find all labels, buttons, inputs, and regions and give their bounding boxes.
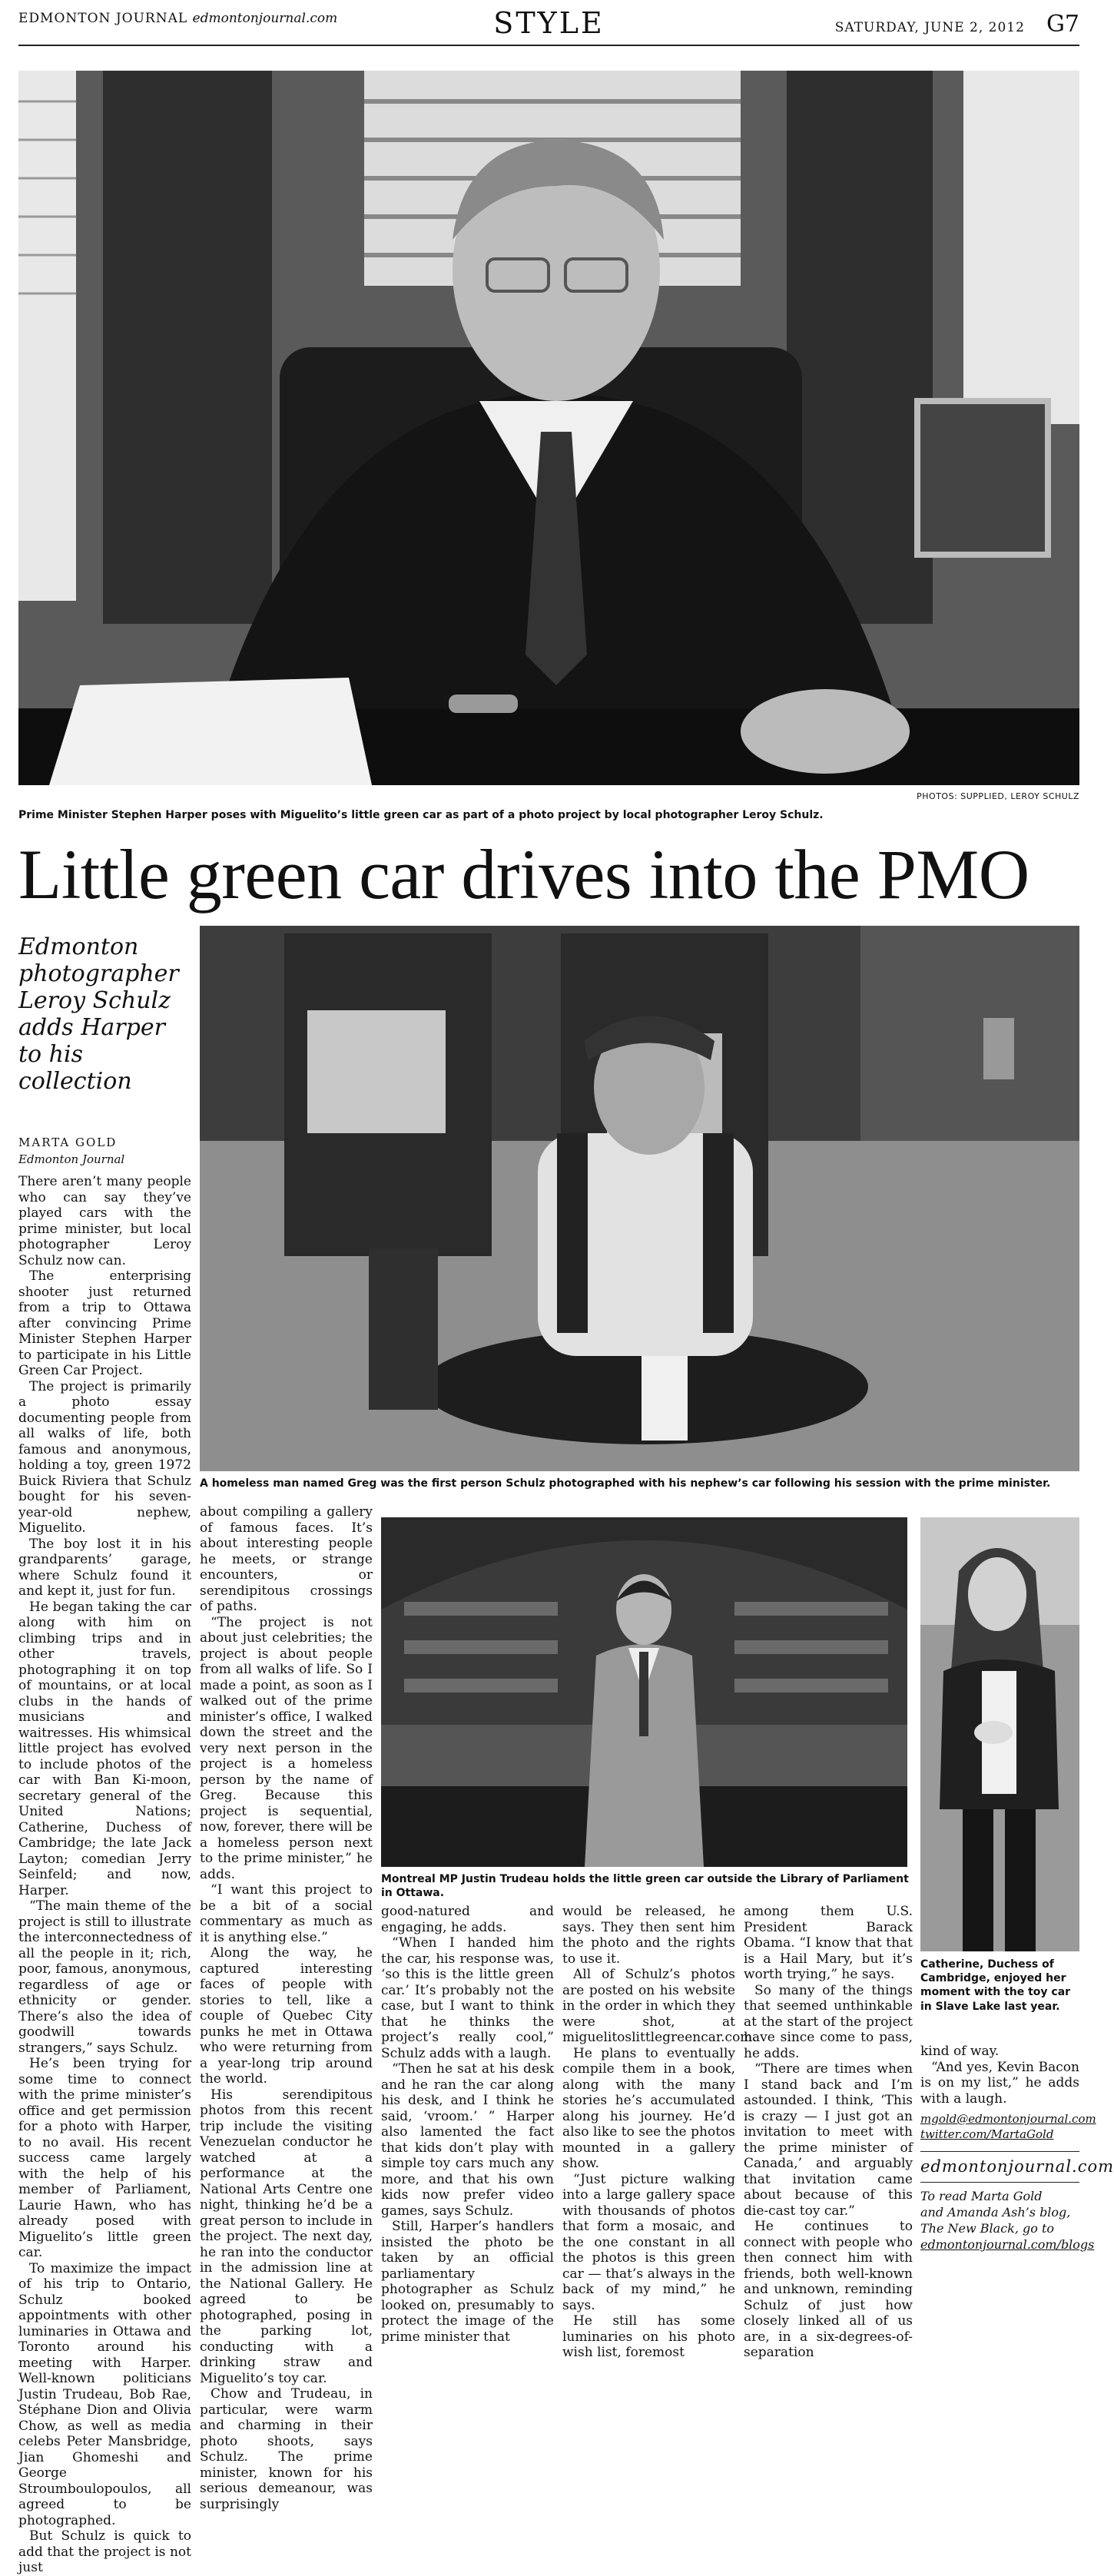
paragraph: “I want this project to be a bit of a social commentary as much as it is anything else.” — [200, 1882, 373, 1945]
paragraph: “When I handed him the car, his response was, ‘so this is the little green car.’ It’s probably not the case, but I want to think that he thinks the project’s really cool,” Schulz adds with a laugh. — [381, 1935, 554, 2061]
paragraph: He began taking the car along with him on climbing trips and in other travels, photographing it on top of mountains, or at local clubs in the hands of musicians and waitresses. His whimsical little project has evolved to include photos of the car with Ban Ki-moon, secretary general of the United Nations; Catherine, Duchess of Cambridge; the late Jack Layton; comedian Jerry Seinfeld; and now, Harper. — [18, 1599, 191, 1898]
paragraph: kind of way. — [920, 2044, 1000, 2059]
greg-photo-illustration — [200, 926, 1079, 1471]
paragraph: about compiling a gallery of famous faces. It’s about interesting people he meets, or strange encounters, or serendipitous crossings of paths. — [200, 1504, 373, 1614]
paper-name: EDMONTON JOURNAL — [18, 11, 188, 26]
author-email[interactable]: mgold@edmontonjournal.com — [920, 2112, 1096, 2126]
paragraph: He’s been trying for some time to connect with the prime minister’s office and get permission for a photo with Harper, to no avail. His recent success came largely with the help of his member of Parliament, Laurie Hawn, who has already posed with Miguelito’s little green car. — [18, 2056, 191, 2260]
paragraph: “The project is not about just celebrities; the project is about people from all walks of life. So I made a point, as soon as I walked out of the prime minister’s office, I walked down the street and the very next person in the project is a homeless person by the name of Greg. Because this project is sequential, now, forever, there will be a homeless person next to the prime minister,” he adds. — [200, 1614, 373, 1882]
byline: MARTA GOLD — [18, 1135, 118, 1149]
catherine-photo-caption: Catherine, Duchess of Cambridge, enjoyed her moment with the toy car in Slave Lake last year. — [920, 1958, 1071, 2013]
blog-promo-line: The New Black, go to — [920, 2221, 1055, 2236]
paragraph: good-natured and engaging, he adds. — [381, 1904, 554, 1935]
paragraph: “The main theme of the project is still to illustrate the interconnectedness of all the people in it; rich, poor, famous, anonymous, regardless of age or ethnicity or gender. There’s also the idea of goodwill towards strangers,” says Schulz. — [18, 1898, 191, 2056]
harper-photo — [18, 71, 1079, 785]
promo-rule-top — [920, 2151, 1079, 2152]
paragraph: The project is primarily a photo essay documenting people from all walks of life, both famous and anonymous, holding a toy, green 1972 Buick Riviera that Schulz bought for his seven-year-old nephew, Miguelito. — [18, 1378, 191, 1536]
byline-affiliation: Edmonton Journal — [18, 1152, 125, 1166]
paragraph: among them U.S. President Barack Obama. “I know that that is a Hail Mary, but it’s worth trying,” he says. — [744, 1904, 913, 1982]
catherine-photo-illustration — [920, 1517, 1079, 1951]
article-column-1 — [18, 1174, 191, 2576]
paragraph: “Just picture walking into a large gallery space with thousands of photos that form a mosaic, and the one constant in all the photos is this green car — that’s always in the back of my mind,” he says. — [562, 2171, 735, 2313]
article-column-5 — [744, 1904, 913, 2361]
main-photo-caption: Prime Minister Stephen Harper poses with Miguelito’s little green car as part of a photo project by local photographer Leroy Schulz. — [18, 809, 824, 821]
paragraph: All of Schulz’s photos are posted on his website in the order in which they were shot, at miguelitoslittlegreencar.com. — [562, 1967, 757, 2045]
blog-promo-title[interactable]: edmontonjournal.com — [920, 2157, 1114, 2176]
blog-link[interactable]: edmontonjournal.com/blogs — [920, 2237, 1095, 2252]
blog-promo-text — [920, 2188, 1095, 2253]
paragraph: The boy lost it in his grandparents’ garage, where Schulz found it and kept it, just for fun. — [18, 1536, 191, 1599]
paragraph: But Schulz is quick to add that the project is not just — [18, 2528, 191, 2575]
trudeau-photo-illustration — [381, 1517, 907, 1867]
paragraph: Still, Harper’s handlers insisted the photo be taken by an official parliamentary photographer as Schulz looked on, presumably to protect the image of the prime minister that — [381, 2219, 554, 2345]
contact-info — [920, 2111, 1096, 2142]
paragraph: He continues to connect with people who then connect him with friends, both well-known and unknown, reminding Schulz of just how closely linked all of us are, in a six-degrees-of-separation — [744, 2219, 913, 2360]
promo-rule-bottom — [920, 2182, 1079, 2183]
harper-photo-illustration — [18, 71, 1079, 785]
paper-site[interactable]: edmontonjournal.com — [192, 11, 338, 26]
greg-photo — [200, 926, 1079, 1471]
paragraph: The enterprising shooter just returned from a trip to Ottawa after convincing Prime Minister Stephen Harper to participate in his Little Green Car Project. — [18, 1268, 191, 1378]
section-title: STYLE — [493, 6, 605, 40]
article-column-3 — [381, 1904, 554, 2345]
paragraph: He still has some luminaries on his photo wish list, foremost — [562, 2313, 735, 2360]
paragraph: “And yes, Kevin Bacon is on my list,” he adds with a laugh. — [920, 2059, 1079, 2107]
paragraph: “There are times when I stand back and I’m astounded. I think, ‘This is crazy — I just got an invitation to meet with the prime minister of Canada,’ and arguably that invitation came about because of this die-cast toy car.” — [744, 2061, 913, 2219]
photo-credit: PHOTOS: SUPPLIED, LEROY SCHULZ — [917, 791, 1079, 801]
greg-photo-caption: A homeless man named Greg was the first person Schulz photographed with his nephew’s car following his session with the prime minister. — [200, 1477, 1051, 1490]
paragraph: To maximize the impact of his trip to Ontario, Schulz booked appointments with other luminaries in Ottawa and Toronto around his meeting with Harper. Well-known politicians Justin Trudeau, Bob Rae, Stéphane Dion and Olivia Chow, as well as media celebs Peter Mansbridge, Jian Ghomeshi and George Stroumboulopoulos, all agreed to be photographed. — [18, 2260, 191, 2528]
author-twitter[interactable]: twitter.com/MartaGold — [920, 2127, 1054, 2141]
trudeau-photo-caption: Montreal MP Justin Trudeau holds the little green car outside the Library of Parliament in Ottawa. — [381, 1873, 909, 1900]
paragraph: His serendipitous photos from this recent trip include the visiting Venezuelan conductor he watched at a performance at the National Arts Centre one night, thinking he’d be a great person to include in the project. The next day, he ran into the conductor in the admission line at the National Gallery. He agreed to be photographed, posing in the parking lot, conducting with a drinking straw and Miguelito’s toy car. — [200, 2087, 373, 2386]
paragraph: “Then he sat at his desk and he ran the car along his desk, and I think he said, ‘vroom.’ ” Harper also lamented the fact that kids don’t play with simple toy cars much any more, and that his own kids now prefer video games, says Schulz. — [381, 2061, 554, 2219]
trudeau-photo — [381, 1517, 907, 1867]
paragraph: So many of the things that seemed unthinkable at the start of the project have since come to pass, he adds. — [744, 1982, 913, 2061]
paragraph: Along the way, he captured interesting faces of people with stories to tell, like a couple of Quebec City punks he met in Ottawa who were returning from a year-long trip around the world. — [200, 1945, 373, 2087]
article-column-6 — [920, 2044, 1079, 2107]
paragraph: He plans to eventually compile them in a book, along with the many stories he’s accumulated along his journey. He’d also like to see the photos mounted in a gallery show. — [562, 2045, 735, 2171]
paragraph: There aren’t many people who can say they’ve played cars with the prime minister, but local photographer Leroy Schulz now can. — [18, 1174, 191, 1268]
article-column-2 — [200, 1504, 373, 2512]
catherine-photo — [920, 1517, 1079, 1951]
header-rule — [18, 45, 1079, 46]
dateline — [835, 11, 1079, 38]
blog-promo-line: To read Marta Gold — [920, 2189, 1043, 2203]
blog-promo-line: and Amanda Ash’s blog, — [920, 2205, 1071, 2220]
paragraph: would be released, he says. They then sent him the photo and the rights to use it. — [562, 1904, 735, 1967]
issue-date: SATURDAY, JUNE 2, 2012 — [834, 20, 1025, 35]
page-number: G7 — [1046, 11, 1079, 38]
deck: Edmonton photographer Leroy Schulz adds Harper to his collection — [18, 933, 179, 1095]
headline: Little green car drives into the PMO — [18, 835, 1029, 913]
article-column-4 — [562, 1904, 757, 2361]
paragraph: Chow and Trudeau, in particular, were warm and charming in their photo shoots, says Schulz. The prime minister, known for his serious demeanour, was surprisingly — [200, 2386, 373, 2512]
